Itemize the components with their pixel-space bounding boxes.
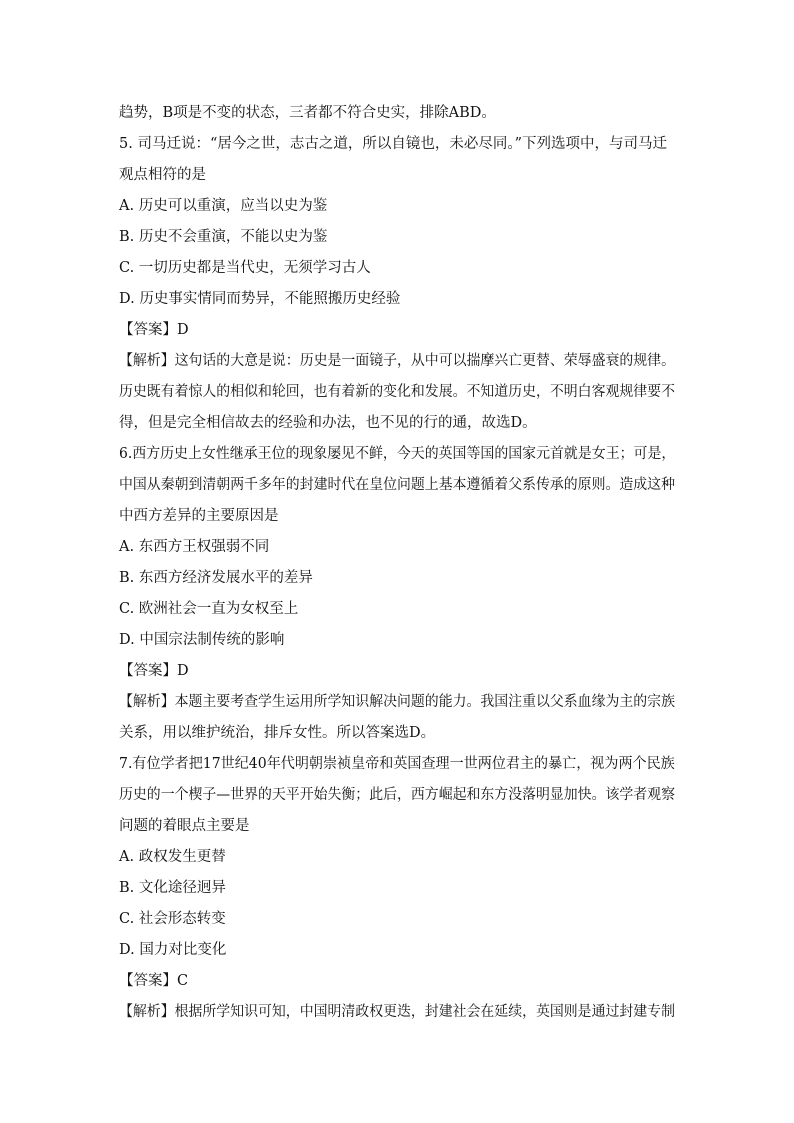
- question-5-stem-line-1: 5. 司马迁说：“居今之世，志古之道，所以自镜也，未必尽同。”下列选项中，与司马迁: [119, 136, 668, 152]
- question-6-option-c: C. 欧洲社会一直为女权至上: [119, 601, 299, 617]
- question-7-option-a: A. 政权发生更替: [119, 849, 226, 865]
- question-5-option-d: D. 历史事实情同而势异，不能照搬历史经验: [119, 291, 401, 307]
- question-6-stem-line-1: 6.西方历史上女性继承王位的现象屡见不鲜，今天的英国等国的国家元首就是女王；可是，: [119, 446, 676, 462]
- question-5-answer: 【答案】D: [119, 322, 189, 338]
- question-6-option-b: B. 东西方经济发展水平的差异: [119, 570, 313, 586]
- question-7-option-d: D. 国力对比变化: [119, 942, 227, 958]
- question-7-stem-line-2: 历史的一个楔子—世界的天平开始失衡；此后，西方崛起和东方没落明显加快。该学者观察: [119, 787, 675, 803]
- question-6-option-a: A. 东西方王权强弱不同: [119, 539, 270, 555]
- question-6-analysis-line-2: 关系，用以维护统治，排斥女性。所以答案选D。: [119, 725, 436, 741]
- question-6-stem-line-2: 中国从秦朝到清朝两千多年的封建时代在皇位问题上基本遵循着父系传承的原则。造成这种: [119, 477, 675, 493]
- question-7-option-c: C. 社会形态转变: [119, 911, 226, 927]
- question-5-option-c: C. 一切历史都是当代史，无须学习古人: [119, 260, 371, 276]
- question-6-option-d: D. 中国宗法制传统的影响: [119, 632, 285, 648]
- question-7-analysis-line-1: 【解析】根据所学知识可知，中国明清政权更迭，封建社会在延续，英国则是通过封建专制: [119, 1004, 675, 1020]
- question-7-stem-line-3: 问题的着眼点主要是: [119, 818, 250, 834]
- question-5-analysis-line-2: 历史既有着惊人的相似和轮回，也有着新的变化和发展。不知道历史，不明白客观规律要不: [119, 384, 675, 400]
- question-7-option-b: B. 文化途径迥异: [119, 880, 226, 896]
- question-5-option-a: A. 历史可以重演，应当以史为鉴: [119, 198, 328, 214]
- question-5-option-b: B. 历史不会重演，不能以史为鉴: [119, 229, 328, 245]
- question-7-answer: 【答案】C: [119, 973, 189, 989]
- question-5-analysis-line-3: 得，但是完全相信故去的经验和办法，也不见的行的通，故选D。: [119, 415, 537, 431]
- question-5-stem-line-2: 观点相符的是: [119, 167, 206, 183]
- question-6-analysis-line-1: 【解析】本题主要考查学生运用所学知识解决问题的能力。我国注重以父系血缘为主的宗族: [119, 694, 675, 710]
- question-7-stem-line-1: 7.有位学者把17世纪40年代明朝崇祯皇帝和英国查理一世两位君主的暴亡，视为两个民族: [119, 756, 675, 772]
- question-5-analysis-line-1: 【解析】这句话的大意是说：历史是一面镜子，从中可以揣摩兴亡更替、荣辱盛衰的规律。: [119, 353, 675, 369]
- question-6-stem-line-3: 中西方差异的主要原因是: [119, 508, 279, 524]
- question-6-answer: 【答案】D: [119, 663, 189, 679]
- text-line-1: 趋势，B项是不变的状态，三者都不符合史实，排除ABD。: [119, 105, 496, 121]
